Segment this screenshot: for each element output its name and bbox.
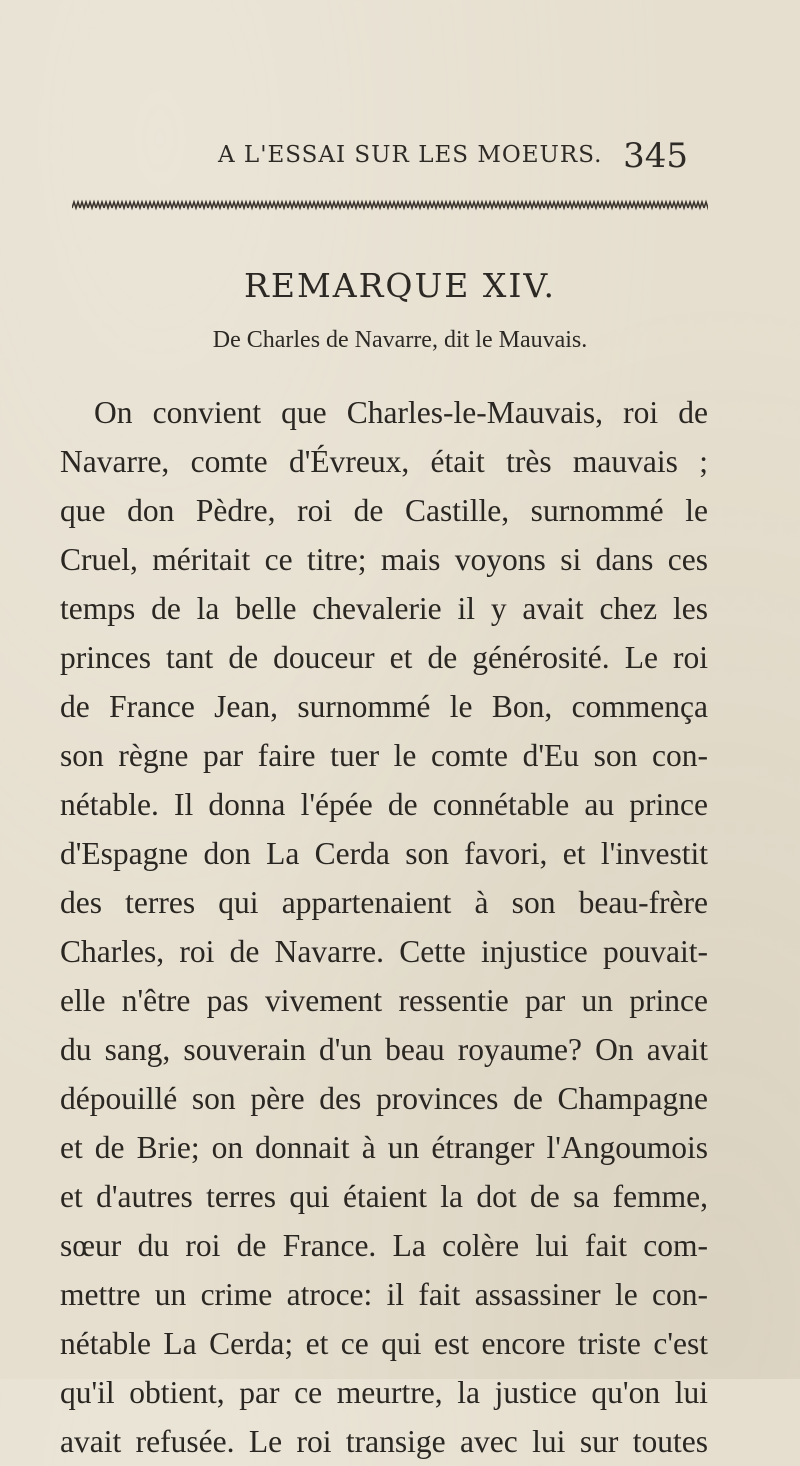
text-line: sœur du roi de France. La colère lui fait com- bbox=[60, 1228, 708, 1263]
text-line: qu'il obtient, par ce meurtre, la justice qu'on lui bbox=[60, 1375, 708, 1410]
text-line: d'Espagne don La Cerda son favori, et l'investit bbox=[60, 836, 708, 871]
body-text bbox=[60, 388, 708, 1466]
text-line: On convient que Charles-le-Mauvais, roi de bbox=[94, 395, 708, 430]
page-number: 345 bbox=[623, 136, 688, 176]
text-line: temps de la belle chevalerie il y avait chez les bbox=[60, 591, 708, 626]
remark-subtitle: De Charles de Navarre, dit le Mauvais. bbox=[212, 327, 588, 353]
running-head bbox=[60, 136, 688, 176]
text-line: Navarre, comte d'Évreux, était très mauvais ; bbox=[60, 444, 708, 479]
text-line: du sang, souverain d'un beau royaume? On avait bbox=[60, 1032, 708, 1067]
text-line: Cruel, méritait ce titre; mais voyons si dans ces bbox=[60, 542, 708, 577]
text-line: et de Brie; on donnait à un étranger l'Angoumois bbox=[60, 1130, 708, 1165]
text-line: que don Pèdre, roi de Castille, surnommé le bbox=[60, 493, 708, 528]
text-line: nétable La Cerda; et ce qui est encore triste c'est bbox=[60, 1326, 708, 1361]
text-line: avait refusée. Le roi transige avec lui sur toutes bbox=[60, 1424, 708, 1459]
decorative-rule bbox=[72, 198, 708, 212]
running-title: A L'ESSAI SUR LES MOEURS. bbox=[218, 142, 603, 168]
text-line: Charles, roi de Navarre. Cette injustice pouvait- bbox=[60, 934, 708, 969]
text-line: nétable. Il donna l'épée de connétable au prince bbox=[60, 787, 708, 822]
text-line: princes tant de douceur et de générosité. Le roi bbox=[60, 640, 708, 675]
text-line: de France Jean, surnommé le Bon, commença bbox=[60, 689, 708, 724]
text-line: des terres qui appartenaient à son beau-frère bbox=[60, 885, 708, 920]
remark-title: REMARQUE XIV. bbox=[244, 266, 556, 305]
text-line: son règne par faire tuer le comte d'Eu son con- bbox=[60, 738, 708, 773]
text-line: elle n'être pas vivement ressentie par un prince bbox=[60, 983, 708, 1018]
text-line: et d'autres terres qui étaient la dot de sa femme, bbox=[60, 1179, 708, 1214]
text-line: dépouillé son père des provinces de Champagne bbox=[60, 1081, 708, 1116]
text-line: mettre un crime atroce: il fait assassiner le con- bbox=[60, 1277, 708, 1312]
